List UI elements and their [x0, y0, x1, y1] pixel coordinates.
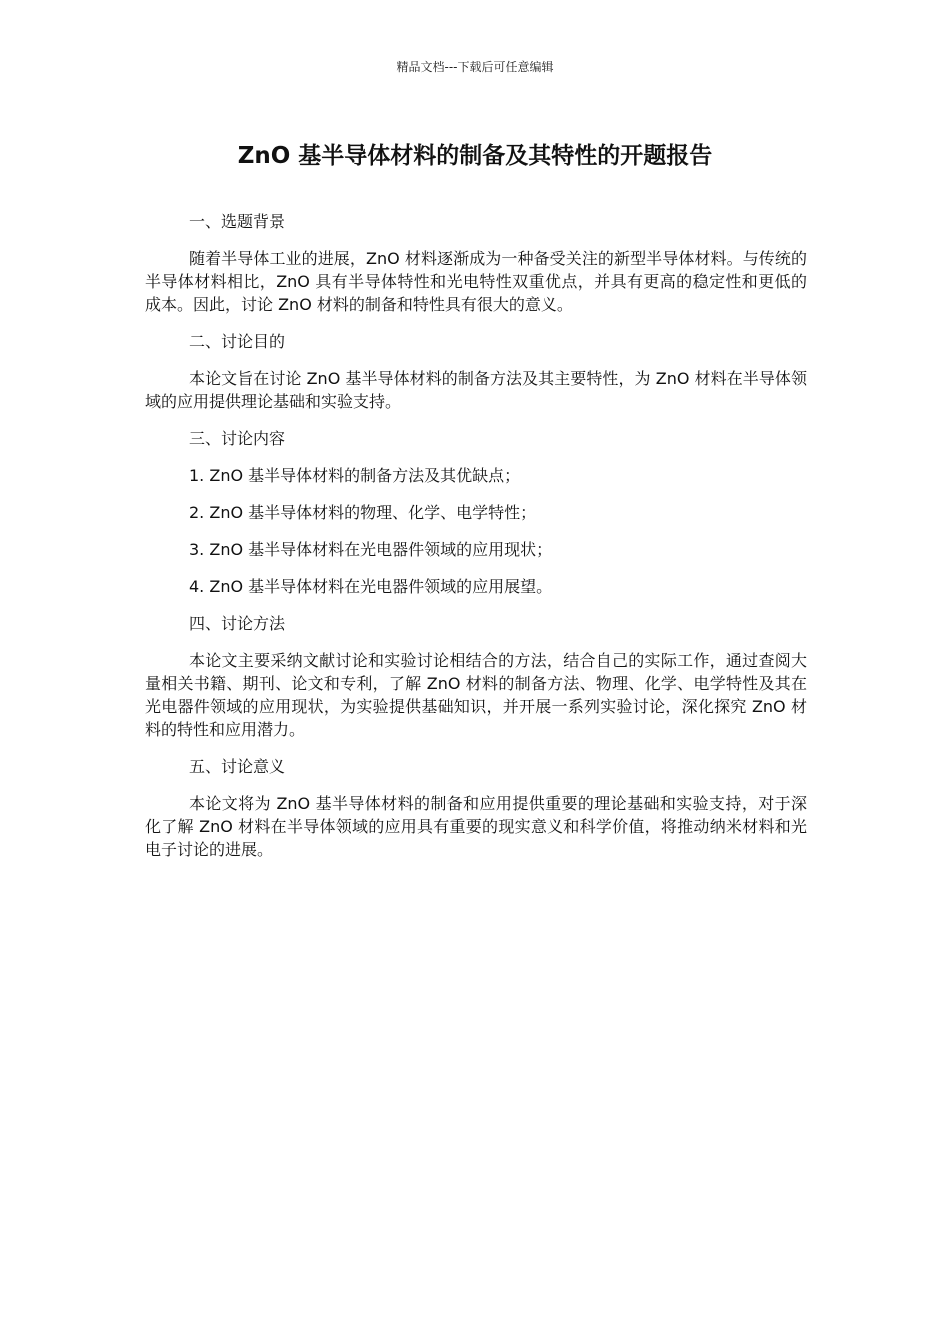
section-paragraph: 随着半导体工业的进展，ZnO 材料逐渐成为一种备受关注的新型半导体材料。与传统的半导体材料相比，ZnO 具有半导体特性和光电特性双重优点，并具有更高的稳定性和更低的成本。因此，讨论 ZnO 材料的制备和特性具有很大的意义。 — [145, 249, 807, 314]
section-background — [145, 210, 807, 316]
section-method — [145, 612, 807, 741]
list-item: 1. ZnO 基半导体材料的制备方法及其优缺点； — [189, 466, 521, 485]
list-item: 2. ZnO 基半导体材料的物理、化学、电学特性； — [189, 503, 537, 522]
section-heading: 五、讨论意义 — [189, 757, 286, 776]
section-purpose — [145, 330, 807, 413]
section-paragraph: 本论文主要采纳文献讨论和实验讨论相结合的方法，结合自己的实际工作，通过查阅大量相关书籍、期刊、论文和专利，了解 ZnO 材料的制备方法、物理、化学、电学特性及其在光电器件领域的应用现状，为实验提供基础知识，并开展一系列实验讨论，深化探究 ZnO 材料的特性和应用潜力。 — [145, 651, 807, 739]
section-heading: 四、讨论方法 — [189, 614, 286, 633]
section-paragraph: 本论文将为 ZnO 基半导体材料的制备和应用提供重要的理论基础和实验支持，对于深化了解 ZnO 材料在半导体领域的应用具有重要的现实意义和科学价值，将推动纳米材料和光电子讨论的进展。 — [145, 794, 807, 859]
page-header-watermark: 精品文档---下载后可任意编辑 — [396, 60, 554, 74]
section-heading: 三、讨论内容 — [189, 429, 286, 448]
document-body — [145, 210, 807, 875]
document-title: ZnO 基半导体材料的制备及其特性的开题报告 — [237, 143, 713, 169]
section-heading: 二、讨论目的 — [189, 332, 286, 351]
section-significance — [145, 755, 807, 861]
list-item: 4. ZnO 基半导体材料在光电器件领域的应用展望。 — [189, 577, 553, 596]
section-content — [145, 427, 807, 598]
section-heading: 一、选题背景 — [189, 212, 286, 231]
list-item: 3. ZnO 基半导体材料在光电器件领域的应用现状； — [189, 540, 553, 559]
section-paragraph: 本论文旨在讨论 ZnO 基半导体材料的制备方法及其主要特性，为 ZnO 材料在半导体领域的应用提供理论基础和实验支持。 — [145, 369, 807, 411]
